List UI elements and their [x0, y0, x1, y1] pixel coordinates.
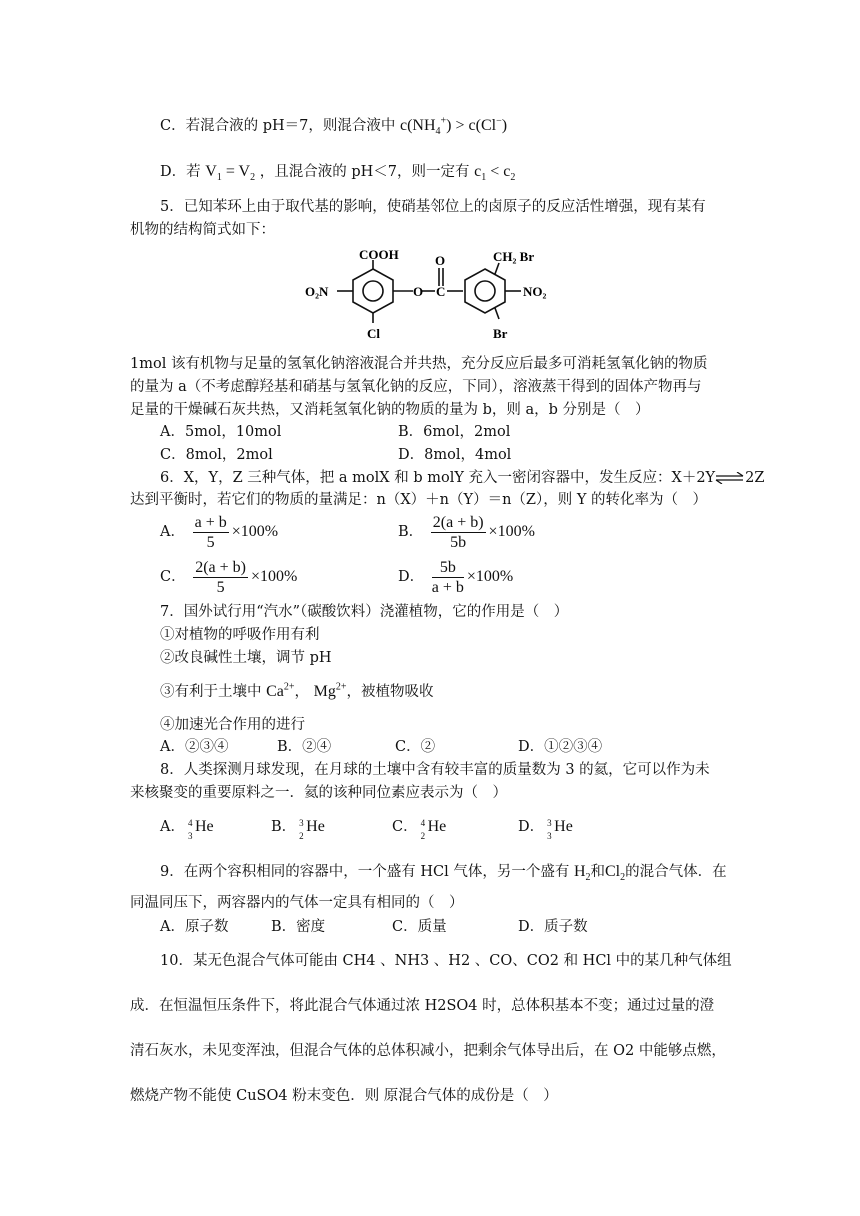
- q6-stem-product: 2Z: [745, 470, 765, 486]
- q8-option-c: [392, 816, 447, 841]
- cl-label: Cl: [367, 326, 380, 341]
- q8-option-a: [160, 816, 214, 841]
- q8-d-label: D．: [518, 819, 545, 835]
- q5-body-line1: 1mol 该有机物与足量的氢氧化钠溶液混合并共热，充分反应后最多可消耗氢氧化钠的物质: [130, 356, 708, 372]
- q9-option-d: D．质子数: [518, 919, 588, 935]
- q5-body-line2: 的量为 a（不考虑醇羟基和硝基与氢氧化钠的反应，下同），溶液蒸干得到的固体产物再与: [130, 379, 702, 395]
- q4-d-conclusion: $c_1 < c_2$: [474, 163, 516, 184]
- q9-stem-line2: 同温同压下，两容器内的气体一定具有相同的（ ）: [130, 895, 464, 911]
- q6-b-num: 2(a + b): [432, 513, 484, 531]
- q6-c-fraction: [193, 558, 248, 597]
- q8-option-d: [518, 816, 573, 841]
- q5-stem-line2: 机物的结构简式如下：: [130, 222, 275, 238]
- equilibrium-arrow-icon: [715, 472, 745, 484]
- q6-a-fraction: [193, 513, 229, 552]
- q6-c-den: 5: [216, 578, 225, 596]
- q8-b-z: 2: [299, 831, 304, 841]
- q10-line1: 10．某无色混合气体可能由 CH4 、NH3 、H2 、CO、CO2 和 HCl 中的某几种气体组: [160, 953, 732, 969]
- q6-stem-line1: [160, 468, 764, 488]
- carbonyl-o-label: O: [435, 253, 446, 268]
- q5-body-line3: 足量的干燥碱石灰共热，又消耗氢氧化钠的物质的量为 b，则 a，b 分别是（ ）: [130, 402, 650, 418]
- q4-option-d: [160, 162, 515, 182]
- q6-a-tail: ×100%: [231, 523, 279, 540]
- q6-option-c: [160, 557, 297, 597]
- cooh-label: COOH: [359, 247, 399, 262]
- q8-stem-line1: 8．人类探测月球发现，在月球的土壤中含有较丰富的质量数为 3 的氦，它可以作为未: [160, 762, 710, 778]
- q9-option-b: B．密度: [271, 919, 326, 935]
- q8-a-mass: 4: [187, 818, 193, 828]
- q6-b-den: 5b: [450, 533, 467, 551]
- q5-option-d: D．8mol，4mol: [398, 447, 512, 463]
- q7-option-c: C．②: [395, 739, 436, 755]
- q4-c-text: C．若混合液的 pH＝7，则混合液中: [160, 118, 396, 134]
- q10-line2: 成．在恒温恒压条件下，将此混合气体通过浓 H2SO4 时，总体积基本不变；通过过量的澄: [130, 998, 715, 1014]
- q6-a-label: A．: [160, 524, 185, 540]
- q7-option-b: B．②④: [277, 739, 332, 755]
- o2n-label: O₂N: [305, 284, 329, 299]
- q8-b-mass: 3: [299, 818, 304, 828]
- q8-c-mass: 4: [420, 818, 426, 828]
- q7-statement-3: ③有利于土壤中 $Ca^{2+}$， $Mg^{2+}$，被植物吸收: [160, 681, 434, 700]
- q6-c-num: 2(a + b): [195, 558, 246, 576]
- q7-s3-pre: ③有利于土壤中: [160, 684, 262, 700]
- q8-b-nuclide: [296, 816, 325, 841]
- q7-s3-post: ，被植物吸收: [346, 684, 434, 700]
- q6-d-fraction: [432, 558, 464, 597]
- q9-post: 的混合气体．在: [625, 864, 727, 880]
- q6-c-tail: ×100%: [251, 568, 298, 585]
- q8-c-z: 2: [420, 831, 426, 841]
- q6-option-b: [398, 512, 535, 552]
- q9-stem-line1: [160, 862, 727, 882]
- q10-line3: 清石灰水，未见变浑浊，但混合气体的总体积减小，把剩余气体导出后，在 O2 中能够点燃，: [130, 1043, 726, 1059]
- q6-a-den: 5: [206, 533, 215, 551]
- q7-statement-2: ②改良碱性土壤，调节 pH: [160, 650, 332, 666]
- q8-d-z: 3: [547, 831, 552, 841]
- q6-a-num: a + b: [194, 513, 227, 531]
- q6-b-tail: ×100%: [488, 523, 535, 540]
- q4-c-expression: $c(NH_4^+) > c(Cl^-)$: [399, 115, 508, 138]
- q8-a-nuclide: [185, 816, 214, 841]
- q9-option-c: C．质量: [392, 919, 447, 935]
- cl2-formula: $Cl_2$: [605, 863, 626, 884]
- q8-option-b: [271, 816, 325, 841]
- q7-stem: 7．国外试行用“汽水”（碳酸饮料）浇灌植物，它的作用是（ ）: [160, 604, 569, 620]
- q8-a-z: 3: [187, 831, 193, 841]
- q4-d-condition: $V_1 = V_2$: [205, 163, 256, 184]
- q6-stem-text: 6．X，Y，Z 三种气体，把 a molX 和 b molY 充入一密闭容器中，发生反应：X＋2Y: [160, 470, 716, 486]
- q4-d-mid: ，且混合液的 pH＜7，则一定有: [259, 164, 470, 180]
- q8-c-sym: He: [427, 818, 447, 835]
- q8-c-nuclide: [418, 816, 447, 841]
- q8-c-label: C．: [392, 819, 418, 835]
- q5-stem-line1: 5．已知苯环上由于取代基的影响，使硝基邻位上的卤原子的反应活性增强，现有某有: [160, 199, 706, 215]
- q7-option-d: D．①②③④: [518, 739, 603, 755]
- br-label: Br: [493, 326, 508, 341]
- q8-a-sym: He: [194, 818, 214, 835]
- q10-line4: 燃烧产物不能使 CuSO4 粉末变色．则 原混合气体的成份是（ ）: [130, 1088, 558, 1104]
- q8-d-nuclide: [544, 816, 573, 841]
- ca-ion: $Ca^{2+}$: [266, 681, 295, 700]
- no2-label: NO₂: [523, 284, 547, 299]
- ch2br-label: CH₂ Br: [493, 249, 535, 264]
- q5-option-b: B．6mol，2mol: [398, 424, 511, 440]
- q6-d-tail: ×100%: [466, 568, 514, 585]
- q6-b-label: B．: [398, 524, 424, 540]
- h2-formula: $H_2$: [573, 863, 591, 884]
- q6-c-label: C．: [160, 569, 186, 585]
- q7-statement-1: ①对植物的呼吸作用有利: [160, 627, 320, 643]
- q6-stem-line2: 达到平衡时，若它们的物质的量满足：n（X）＋n（Y）＝n（Z），则 Y 的转化率为（ ）: [130, 492, 708, 508]
- q6-option-d: [398, 557, 513, 597]
- q5-structure-diagram: [295, 243, 570, 348]
- q9-and: 和: [590, 864, 605, 880]
- q8-d-sym: He: [554, 818, 573, 835]
- q5-option-c: C．8mol，2mol: [160, 447, 273, 463]
- q7-statement-4: ④加速光合作用的进行: [160, 717, 305, 733]
- q8-b-sym: He: [306, 818, 325, 835]
- q8-a-label: A．: [160, 819, 185, 835]
- q9-option-a: A．原子数: [160, 919, 229, 935]
- ether-o-label: O: [413, 284, 424, 299]
- carbonyl-c-label: C: [436, 284, 446, 299]
- q6-d-label: D．: [398, 569, 425, 585]
- mg-ion: $Mg^{2+}$: [313, 681, 347, 700]
- q5-option-a: A．5mol，10mol: [160, 424, 282, 440]
- q6-d-den: a + b: [431, 578, 464, 596]
- q7-option-a: A．②③④: [160, 739, 229, 755]
- q8-d-mass: 3: [547, 818, 552, 828]
- q8-stem-line2: 来核聚变的重要原料之一．氦的该种同位素应表示为（ ）: [130, 785, 507, 801]
- q6-b-fraction: [431, 513, 486, 552]
- q6-d-num: 5b: [432, 558, 464, 578]
- q4-d-pre: D．若: [160, 164, 201, 180]
- q8-b-label: B．: [271, 819, 297, 835]
- q6-option-a: [160, 512, 278, 552]
- q9-pre: 9．在两个容积相同的容器中，一个盛有 HCl 气体，另一个盛有: [160, 864, 570, 880]
- q4-option-c: [160, 116, 507, 136]
